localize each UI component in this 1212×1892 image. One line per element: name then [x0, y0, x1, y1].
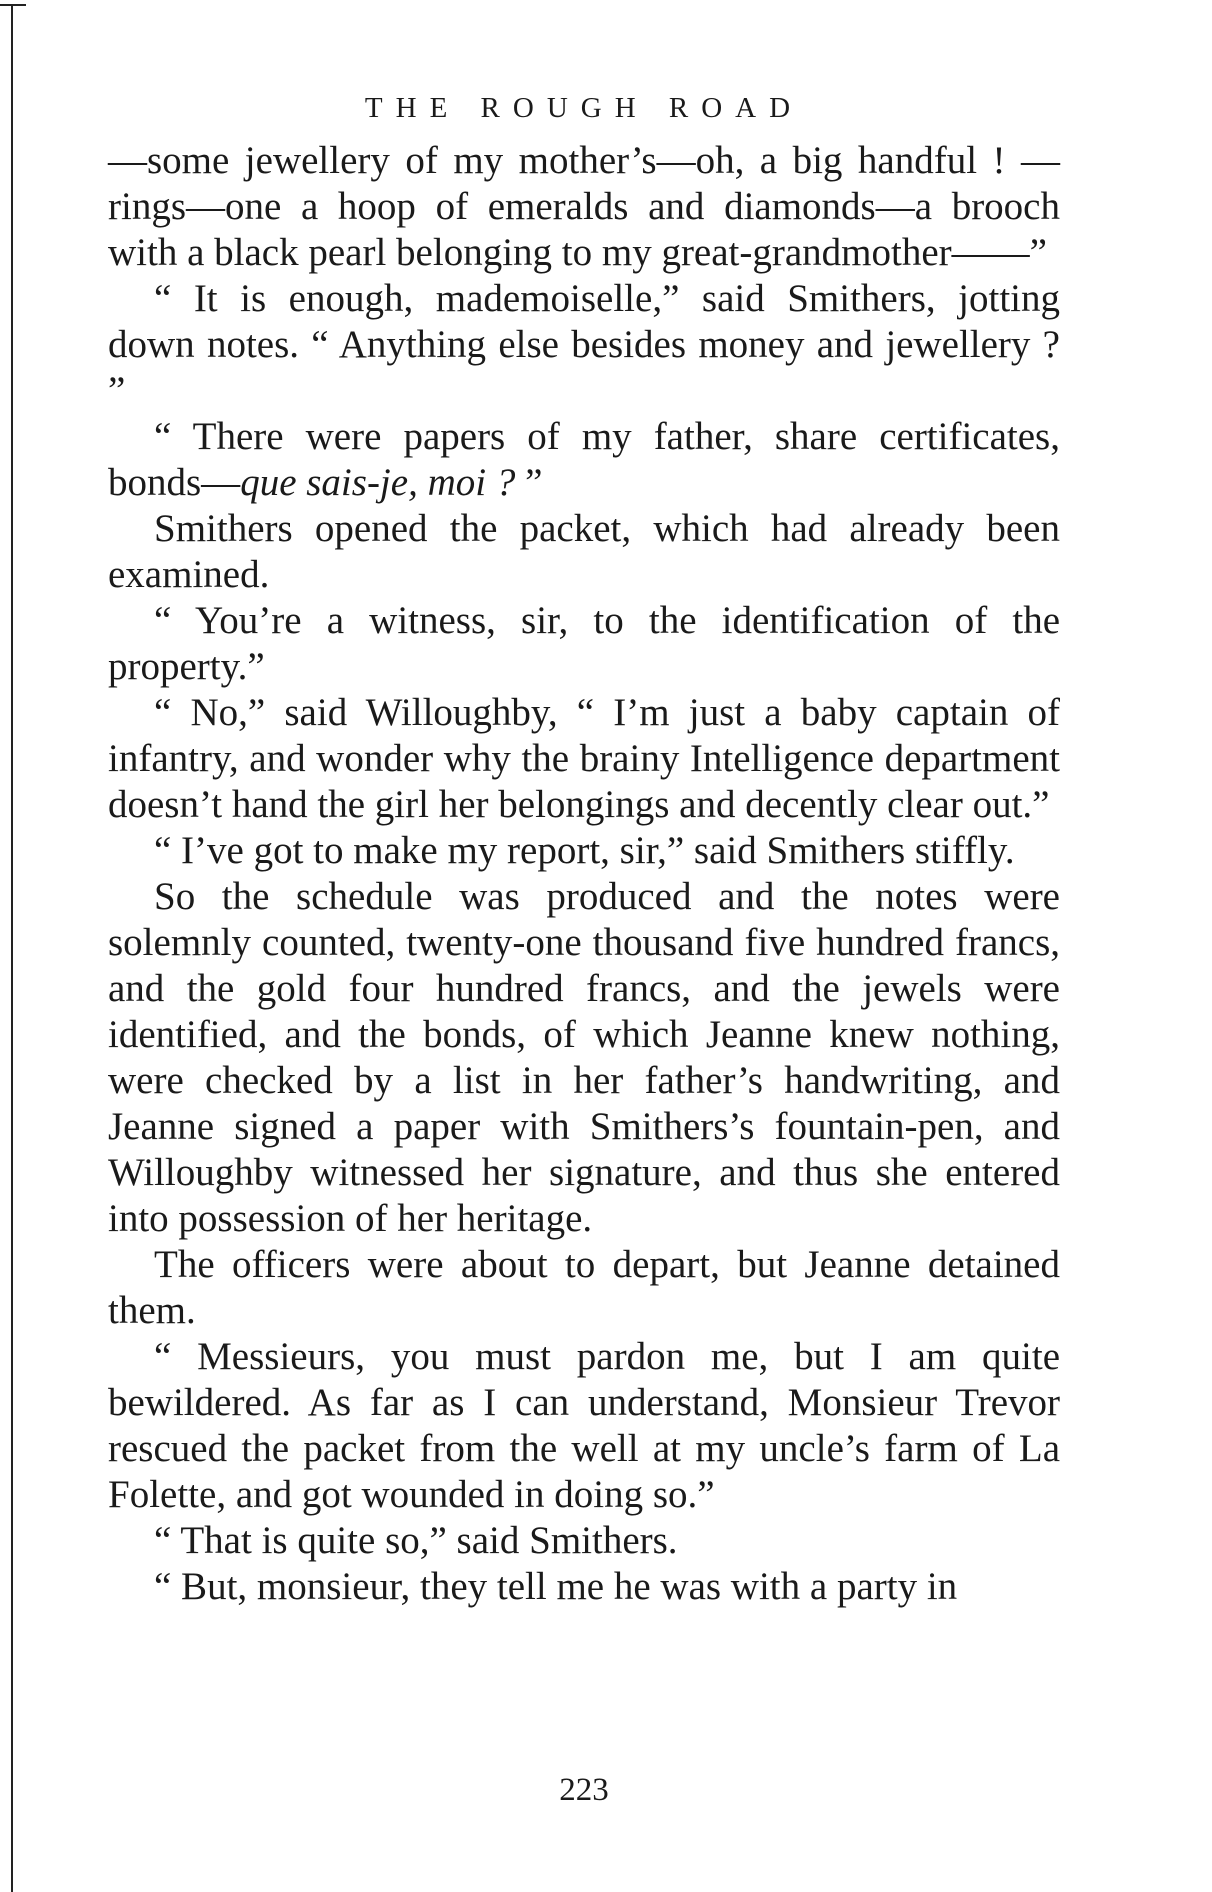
paragraph-12: “ But, monsieur, they tell me he was with a party in	[154, 1565, 958, 1608]
paragraph-7: “ I’ve got to make my report, sir,” said Smithers stiffly.	[154, 829, 1015, 872]
paragraph-3-close: ”	[515, 461, 543, 504]
paragraph-1: —some jewellery of my mother’s—oh, a big handful ! —rings—one a hoop of emeralds and diamonds—a brooch with a black pearl belonging to my great-grandmother——”	[108, 139, 1060, 274]
running-head: THE ROUGH ROAD	[364, 92, 804, 124]
paragraph-11: “ That is quite so,” said Smithers.	[154, 1519, 678, 1562]
paragraph-10: “ Messieurs, you must pardon me, but I am quite bewildered. As far as I can understand, Monsieur Trevor rescued the packet from the well at my uncle’s farm of La Folette, and got wounded in doing so.”	[108, 1335, 1060, 1516]
paragraph-3-italic: que sais-je, moi ?	[240, 461, 516, 504]
paragraph-9: The officers were about to depart, but Jeanne detained them.	[108, 1243, 1060, 1332]
paragraph-3-text: “ There were papers of my father, share certificates, bonds—	[108, 415, 1060, 504]
body-text	[108, 138, 1060, 1610]
page-number: 223	[559, 1772, 609, 1808]
paragraph-3	[108, 414, 1060, 506]
paragraph-4: Smithers opened the packet, which had already been examined.	[108, 507, 1060, 596]
binding-edge	[11, 6, 13, 1892]
binding-mark	[0, 4, 26, 6]
paragraph-2: “ It is enough, mademoiselle,” said Smithers, jotting down notes. “ Anything else besides money and jewellery ? ”	[108, 277, 1060, 412]
paragraph-6: “ No,” said Willoughby, “ I’m just a baby captain of infantry, and wonder why the brainy Intelligence department doesn’t hand the girl her belongings and decently clear out.”	[108, 691, 1060, 826]
paragraph-5: “ You’re a witness, sir, to the identification of the property.”	[108, 599, 1060, 688]
paragraph-8: So the schedule was produced and the notes were solemnly counted, twenty-one thousand five hundred francs, and the gold four hundred francs, and the jewels were identified, and the bonds, of which Jeanne knew nothing, were checked by a list in her father’s handwriting, and Jeanne signed a paper with Smithers’s fountain-pen, and Willoughby witnessed her signature, and thus she entered into possession of her heritage.	[108, 875, 1060, 1240]
book-page	[108, 88, 1060, 1610]
